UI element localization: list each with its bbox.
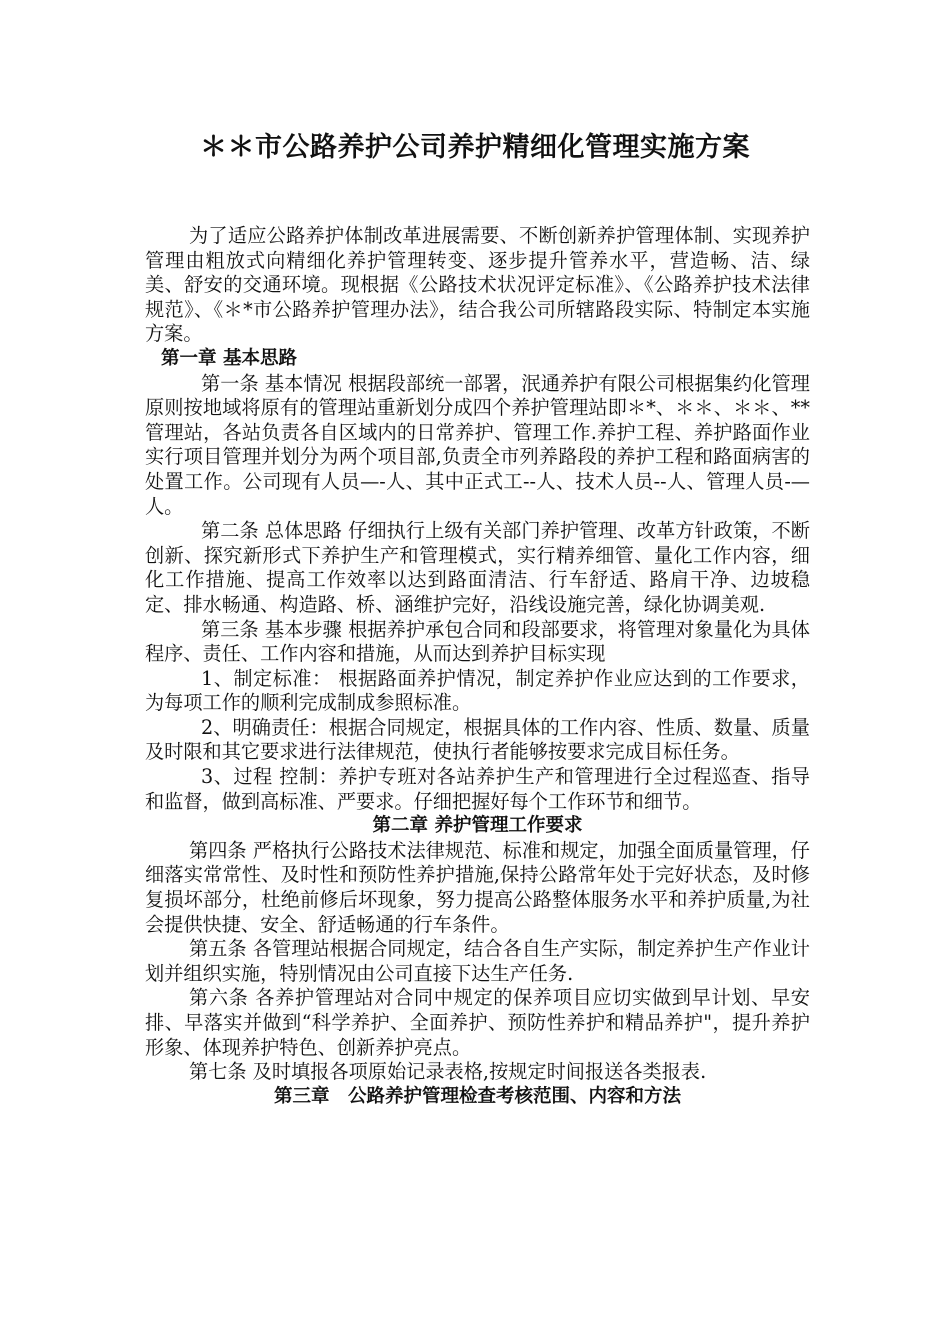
article-4-paragraph: 第四条 严格执行公路技术法律规范、标准和规定，加强全面质量管理，仔细落实常常性、及时性和预防性养护措施,保持公路常年处于完好状态，及时修复损坏部分，杜绝前修后坏现象，努力提高公路整体服务水平和养护质量,为社会提供快捷、安全、舒适畅通的行车条件。 (145, 838, 810, 936)
article-1-paragraph: 第一条 基本情况 根据段部统一部署，泯通养护有限公司根据集约化管理原则按地域将原有的管理站重新划分成四个养护管理站即＊*、＊＊、＊＊、**管理站，各站负责各自区域内的日常养护、管理工作.养护工程、养护路面作业实行项目管理并划分为两个项目部,负责全市列养路段的养护工程和路面病害的处置工作。公司现有人员—-人、其中正式工--人、技术人员--人、管理人员-—人。 (145, 371, 810, 518)
article-6-paragraph: 第六条 各养护管理站对合同中规定的保养项目应切实做到早计划、早安排、早落实并做到“科学养护、全面养护、预防性养护和精品养护"，提升养护形象、体现养护特色、创新养护亮点。 (145, 986, 810, 1059)
intro-paragraph: 为了适应公路养护体制改革进展需要、不断创新养护管理体制、实现养护管理由粗放式向精细化养护管理转变、逐步提升管养水平，营造畅、洁、绿美、舒安的交通环境。现根据《公路技术状况评定标准》、《公路养护技术法律规范》、《＊*市公路养护管理办法》，结合我公司所辖路段实际、特制定本实施方案。 (145, 224, 810, 346)
document-body (145, 224, 810, 1109)
step-3-paragraph: 3、过程 控制：养护专班对各站养护生产和管理进行全过程巡查、指导和监督，做到高标准、严要求。仔细把握好每个工作环节和细节。 (145, 765, 810, 813)
article-5-paragraph: 第五条 各管理站根据合同规定，结合各自生产实际，制定养护生产作业计划并组织实施，特别情况由公司直接下达生产任务. (145, 937, 810, 985)
chapter-2-heading: 第二章 养护管理工作要求 (372, 815, 583, 837)
step-1-paragraph: 1、制定标准： 根据路面养护情况，制定养护作业应达到的工作要求，为每项工作的顺利完成制成参照标准。 (145, 666, 810, 715)
chapter-3-heading: 第三章 公路养护管理检查考核范围、内容和方法 (273, 1085, 681, 1107)
article-3-paragraph: 第三条 基本步骤 根据养护承包合同和段部要求，将管理对象量化为具体程序、责任、工作内容和措施，从而达到养护目标实现 (145, 617, 810, 666)
document-title: ＊＊市公路养护公司养护精细化管理实施方案 (200, 132, 750, 163)
article-2-paragraph: 第二条 总体思路 仔细执行上级有关部门养护管理、改革方针政策，不断创新、探究新形式下养护生产和管理模式，实行精养细管、量化工作内容，细化工作措施、提高工作效率以达到路面清洁、行车舒适、路肩干净、边坡稳定、排水畅通、构造路、桥、涵维护完好，沿线设施完善，绿化协调美观. (145, 519, 810, 616)
chapter-1-heading: 第一章 基本思路 (161, 347, 297, 369)
step-2-paragraph: 2、明确责任：根据合同规定，根据具体的工作内容、性质、数量、质量及时限和其它要求进行法律规范，使执行者能够按要求完成目标任务。 (145, 715, 810, 764)
article-7-paragraph: 第七条 及时填报各项原始记录表格,按规定时间报送各类报表. (189, 1060, 707, 1084)
